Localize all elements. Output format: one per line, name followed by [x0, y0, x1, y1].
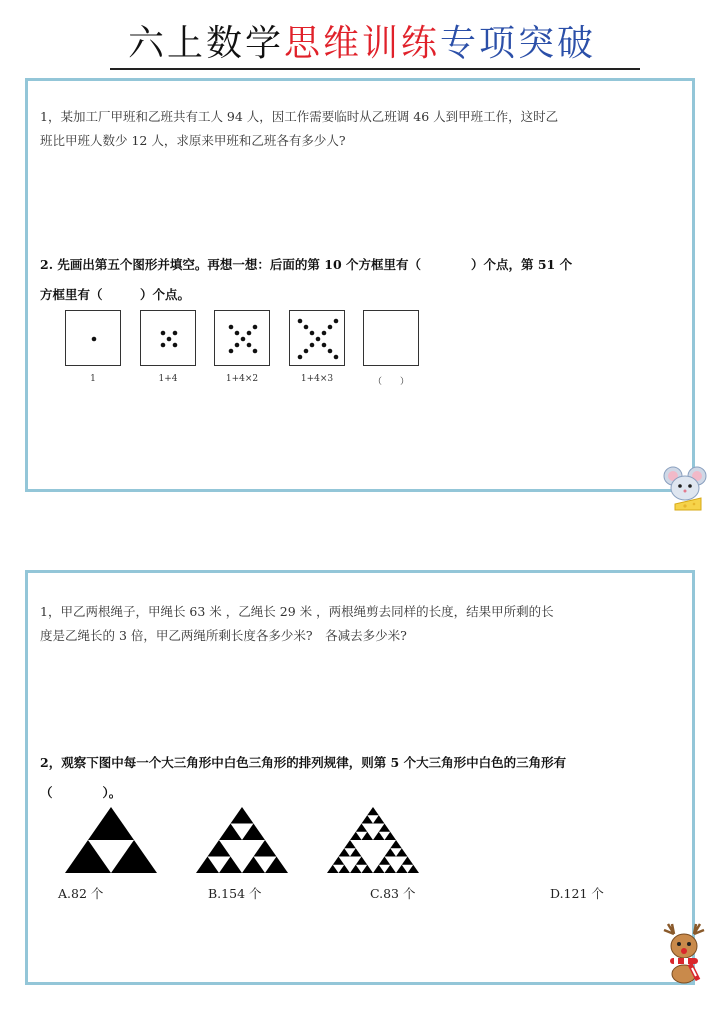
option-d[interactable]: D.121 个	[550, 886, 604, 901]
dot-caption-5: （ ）	[372, 377, 409, 387]
option-b[interactable]: B.154 个	[208, 886, 262, 901]
dot-box-2	[140, 310, 196, 366]
dot	[310, 331, 315, 336]
dot	[334, 355, 339, 360]
title-underline	[110, 68, 640, 70]
page-title	[0, 20, 724, 68]
dot	[298, 355, 303, 360]
dot	[304, 325, 309, 330]
dot	[173, 331, 178, 336]
question-1-2-line-2: 方框里有（ ）个点。	[40, 287, 191, 302]
title-part-1: 六上数学	[127, 23, 284, 64]
question-2-1	[40, 600, 660, 648]
sierpinski-triangle-3	[325, 805, 421, 875]
question-2-2-line-1: 2，观察下图中每一个大三角形中白色三角形的排列规律，则第 5 个大三角形中白色的三角形有	[40, 755, 567, 770]
dot	[173, 343, 178, 348]
dot	[253, 325, 258, 330]
sierpinski-triangle-1	[63, 805, 159, 875]
question-1-1-line-1: 1，某加工厂甲班和乙班共有工人 94 人，因工作需要临时从乙班调 46 人到甲班工作，这时乙	[40, 109, 559, 124]
dot	[161, 343, 166, 348]
dot	[229, 349, 234, 354]
question-1-2-line-1: 2. 先画出第五个图形并填空。再想一想：后面的第 10 个方框里有（ ）个点，第 51 个	[40, 257, 573, 272]
question-1-2	[40, 250, 660, 310]
question-2-1-line-1: 1，甲乙两根绳子，甲绳长 63 米 ，乙绳长 29 米 ，两根绳剪去同样的长度，结果甲所剩的长	[40, 604, 554, 619]
dot	[229, 325, 234, 330]
title-part-2: 思维训练	[283, 23, 440, 64]
reindeer-icon	[660, 922, 710, 984]
dot	[298, 319, 303, 324]
question-2-2	[40, 748, 660, 808]
dot	[310, 343, 315, 348]
dot	[322, 331, 327, 336]
dot	[167, 337, 172, 342]
dot-box-1	[65, 310, 121, 366]
dot	[253, 349, 258, 354]
dot-caption-2: 1+4	[158, 374, 178, 384]
dot-box-5-empty[interactable]	[363, 310, 419, 366]
mouse-cheese-icon	[661, 462, 711, 512]
dot	[304, 349, 309, 354]
dot	[161, 331, 166, 336]
dot-box-3	[214, 310, 270, 366]
question-1-1-line-2: 班比甲班人数少 12 人，求原来甲班和乙班各有多少人?	[40, 133, 346, 148]
sierpinski-triangle-2	[194, 805, 290, 875]
question-2-1-line-2: 度是乙绳长的 3 倍，甲乙两绳所剩长度各多少米? 各减去多少米?	[40, 628, 407, 643]
dot	[235, 331, 240, 336]
dot	[92, 337, 97, 342]
dot-pattern-figures	[65, 310, 435, 390]
dot-caption-3: 1+4×2	[225, 374, 259, 384]
dot	[328, 349, 333, 354]
dot	[316, 337, 321, 342]
option-a[interactable]: A.82 个	[58, 886, 104, 901]
dot	[247, 331, 252, 336]
question-1-1	[40, 105, 660, 153]
dot-caption-4: 1+4×3	[300, 374, 334, 384]
dot	[328, 325, 333, 330]
option-c[interactable]: C.83 个	[370, 886, 416, 901]
dot	[235, 343, 240, 348]
dot-caption-1: 1	[90, 374, 96, 384]
dot	[334, 319, 339, 324]
dot	[322, 343, 327, 348]
dot-box-4	[289, 310, 345, 366]
question-2-2-line-2: （ ）。	[40, 785, 122, 800]
title-part-3: 专项突破	[440, 23, 597, 64]
dot	[241, 337, 246, 342]
dot	[247, 343, 252, 348]
